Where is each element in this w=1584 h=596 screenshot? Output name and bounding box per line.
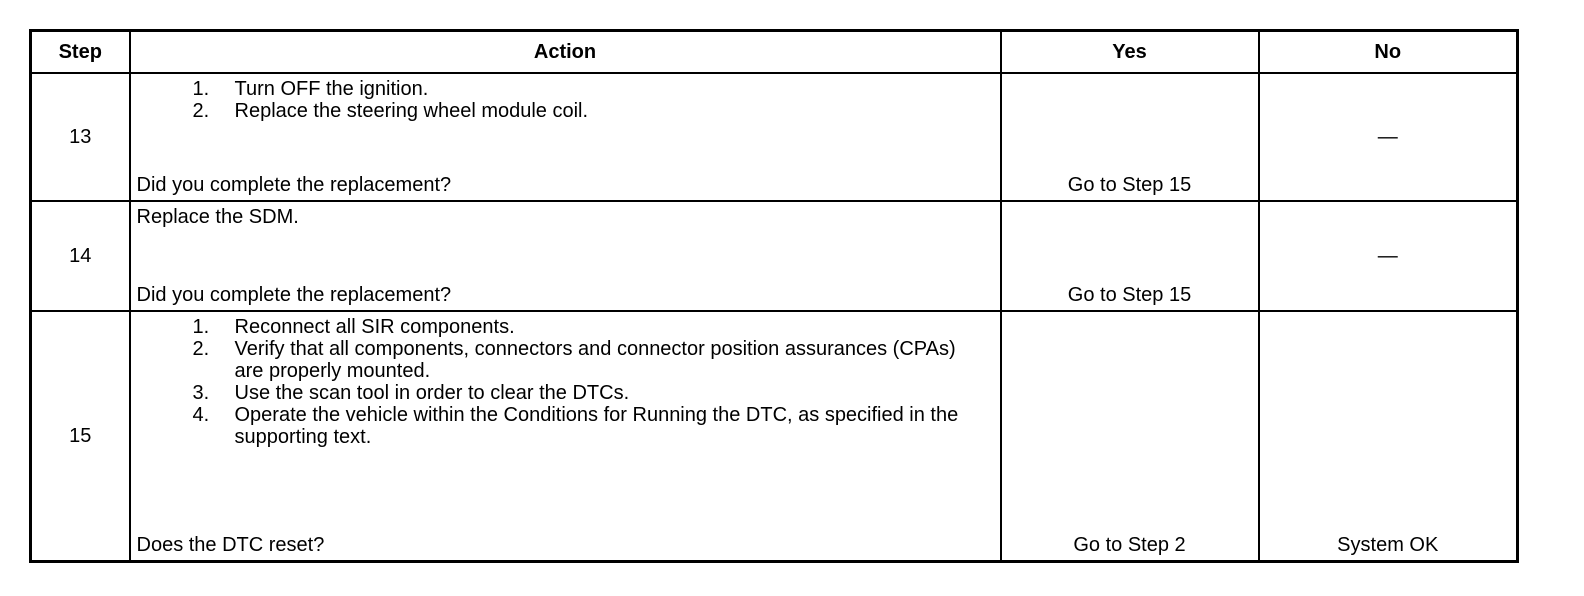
item-number: 2.	[192, 100, 210, 122]
action-question: Does the DTC reset?	[136, 534, 325, 556]
no-result: System OK	[1337, 534, 1439, 556]
yes-result: Go to Step 2	[1073, 534, 1186, 556]
table-row	[31, 201, 1518, 311]
item-text: Turn OFF the ignition.	[234, 78, 429, 100]
action-list	[137, 316, 973, 448]
header-no: No	[1259, 31, 1518, 74]
list-item	[193, 338, 973, 382]
no-result: —	[1377, 244, 1398, 267]
item-text: Verify that all components, connectors and connector position assurances (CPAs) are properly mounted.	[234, 338, 956, 382]
header-row	[31, 31, 1518, 74]
step-number: 14	[31, 201, 130, 311]
yes-cell	[1001, 311, 1259, 562]
action-intro: Replace the SDM.	[136, 206, 299, 228]
action-cell	[130, 311, 1001, 562]
header-action: Action	[130, 31, 1001, 74]
step-number: 15	[31, 311, 130, 562]
no-cell	[1259, 201, 1518, 311]
no-cell	[1259, 73, 1518, 201]
item-number: 3.	[192, 382, 210, 404]
list-item	[193, 100, 994, 122]
header-step: Step	[31, 31, 130, 74]
action-cell	[130, 73, 1001, 201]
action-list	[137, 78, 994, 122]
no-cell	[1259, 311, 1518, 562]
item-text: Use the scan tool in order to clear the DTCs.	[234, 382, 630, 404]
yes-cell	[1001, 201, 1259, 311]
item-text: Operate the vehicle within the Conditions for Running the DTC, as specified in the supporting text.	[234, 404, 959, 448]
diagnostic-table	[29, 29, 1519, 563]
no-result: —	[1377, 125, 1398, 148]
item-text: Reconnect all SIR components.	[234, 316, 515, 338]
list-item	[193, 382, 973, 404]
list-item	[193, 404, 973, 448]
list-item	[193, 78, 994, 100]
yes-result: Go to Step 15	[1067, 284, 1192, 306]
yes-result: Go to Step 15	[1067, 174, 1192, 196]
yes-cell	[1001, 73, 1259, 201]
action-question: Did you complete the replacement?	[136, 174, 452, 196]
table-row	[31, 73, 1518, 201]
header-yes: Yes	[1001, 31, 1259, 74]
action-question: Did you complete the replacement?	[136, 284, 452, 306]
item-number: 1.	[192, 78, 210, 100]
item-number: 2.	[192, 338, 210, 360]
step-number: 13	[31, 73, 130, 201]
item-text: Replace the steering wheel module coil.	[234, 100, 589, 122]
item-number: 1.	[192, 316, 210, 338]
list-item	[193, 316, 973, 338]
action-cell	[130, 201, 1001, 311]
table-row	[31, 311, 1518, 562]
item-number: 4.	[192, 404, 210, 426]
